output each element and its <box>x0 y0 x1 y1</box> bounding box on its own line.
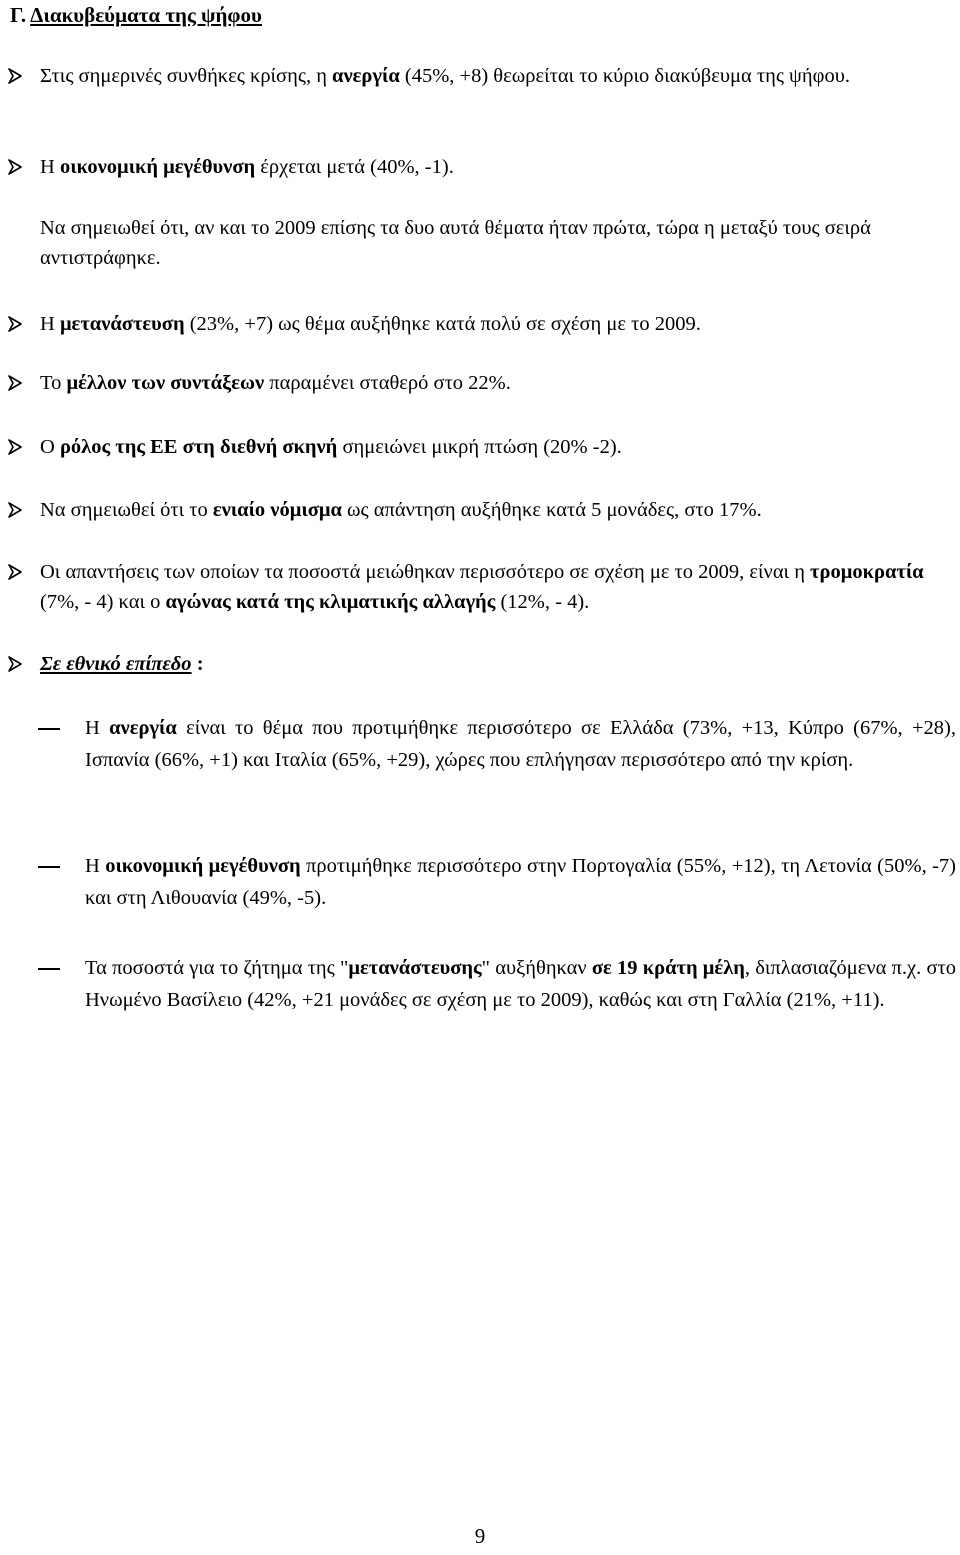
section-title: Διακυβεύματα της ψήφου <box>30 3 262 27</box>
dash-item-unemployment: Η ανεργία είναι το θέμα που προτιμήθηκε περισσότερο σε Ελλάδα (73%, +13, Κύπρο (67%, +28), Ισπανία (66%, +1) και Ιταλία (65%, +29), χώρες που επλήγησαν περισσότερο από την κρίση. <box>85 717 956 771</box>
arrow-bullet-icon <box>7 152 31 182</box>
dash-item-growth: Η οικονομική μεγέθυνση προτιμήθηκε περισσότερο στην Πορτογαλία (55%, +12), τη Λετονία (50%, -7) και στη Λιθουανία (49%, -5). <box>85 855 956 909</box>
page-number: 9 <box>474 1524 486 1548</box>
arrow-bullet-icon <box>7 649 31 679</box>
arrow-bullet-icon <box>7 432 31 462</box>
national-level-heading: Σε εθνικό επίπεδο : <box>40 653 204 675</box>
dash-bullet-icon <box>38 968 60 970</box>
dash-bullet-icon <box>38 866 60 868</box>
arrow-bullet-icon <box>7 309 31 339</box>
dash-bullet-icon <box>38 728 60 730</box>
arrow-bullet-icon <box>7 368 31 398</box>
bullet-growth: Η οικονομική μεγέθυνση έρχεται μετά (40%, -1). <box>40 156 454 178</box>
section-prefix: Γ. <box>10 3 27 27</box>
arrow-bullet-icon <box>7 61 31 91</box>
arrow-bullet-icon <box>7 557 31 587</box>
bullet-eu-role: Ο ρόλος της ΕΕ στη διεθνή σκηνή σημειώνει μικρή πτώση (20% -2). <box>40 436 622 458</box>
dash-item-migration: Τα ποσοστά για το ζήτημα της "μετανάστευσης" αυξήθηκαν σε 19 κράτη μέλη, διπλασιαζόμενα π.χ. στο Ηνωμένο Βασίλειο (42%, +21 μονάδες σε σχέση με το 2009), καθώς και στη Γαλλία (21%, +11). <box>85 957 956 1011</box>
section-heading <box>10 0 960 30</box>
bullet-unemployment: Στις σημερινές συνθήκες κρίσης, η ανεργία (45%, +8) θεωρείται το κύριο διακύβευμα της ψήφου. <box>40 65 850 87</box>
bullet-pensions: Το μέλλον των συντάξεων παραμένει σταθερό στο 22%. <box>40 372 511 394</box>
note-paragraph: Να σημειωθεί ότι, αν και το 2009 επίσης τα δυο αυτά θέματα ήταν πρώτα, τώρα η μεταξύ τους σειρά αντιστράφηκε. <box>40 217 871 269</box>
bullet-migration: Η μετανάστευση (23%, +7) ως θέμα αυξήθηκε κατά πολύ σε σχέση με το 2009. <box>40 313 701 335</box>
bullet-currency: Να σημειωθεί ότι το ενιαίο νόμισμα ως απάντηση αυξήθηκε κατά 5 μονάδες, στο 17%. <box>40 499 762 521</box>
bullet-decreases: Οι απαντήσεις των οποίων τα ποσοστά μειώθηκαν περισσότερο σε σχέση με το 2009, είναι η τρομοκρατία (7%, - 4) και ο αγώνας κατά της κλιματικής αλλαγής (12%, - 4). <box>40 561 924 613</box>
arrow-bullet-icon <box>7 495 31 525</box>
